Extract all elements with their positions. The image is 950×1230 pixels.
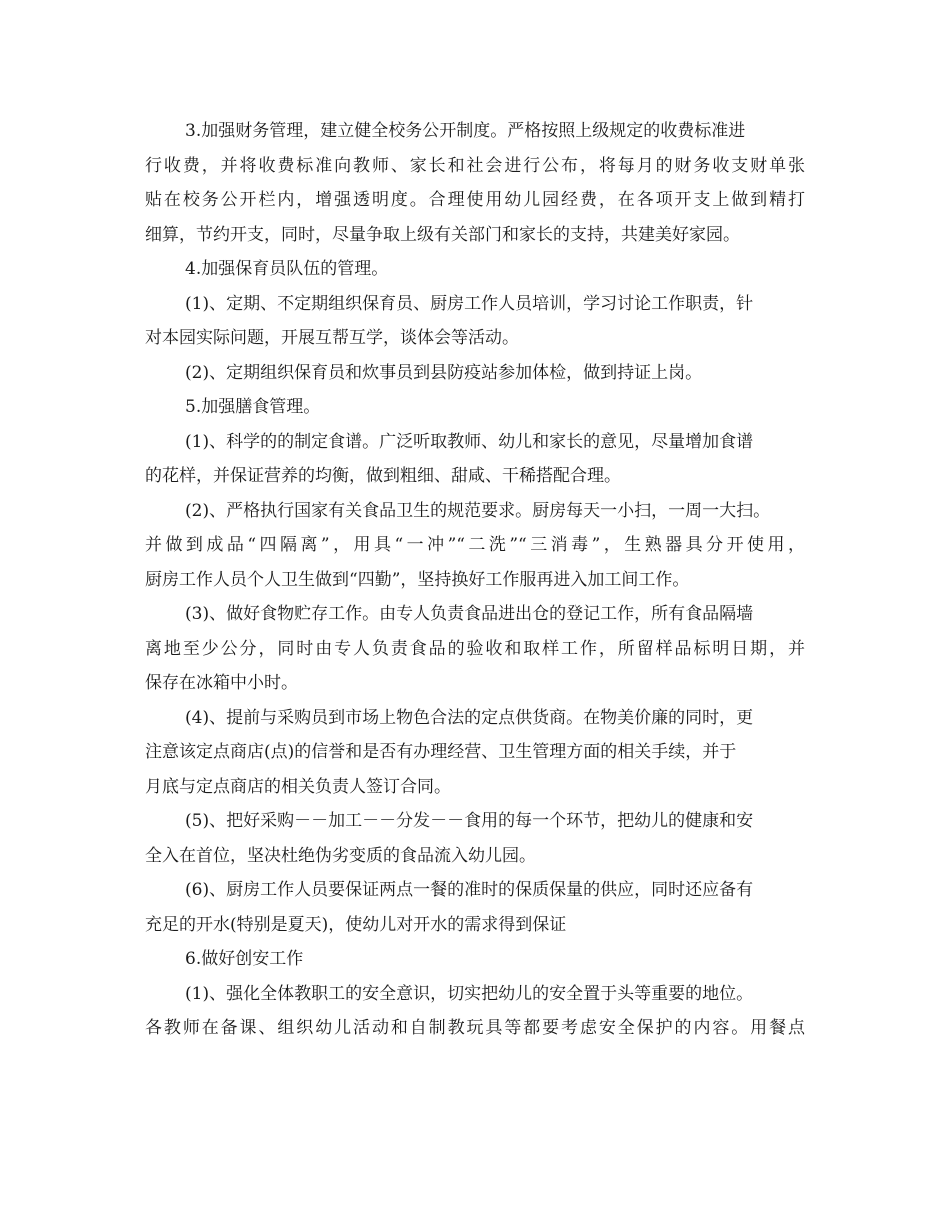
text-line: 并做到成品“四隔离”，用具“一冲”“二洗”“三消毒”，生熟器具分开使用， [145, 535, 805, 555]
text-line: 充足的开水(特别是夏天)，使幼儿对开水的需求得到保证 [145, 914, 567, 935]
text-line: (6)、厨房工作人员要保证两点一餐的准时的保质保量的供应，同时还应备有 [185, 880, 754, 900]
text-line: 各教师在备课、组织幼儿活动和自制教玩具等都要考虑安全保护的内容。用餐点 [145, 1018, 805, 1038]
text-line: 对本园实际问题，开展互帮互学，谈体会等活动。 [145, 328, 519, 348]
text-line: 保存在冰箱中小时。 [145, 673, 298, 693]
text-line: 月底与定点商店的相关负责人签订合同。 [145, 776, 451, 797]
section-heading: 6.做好创安工作 [185, 949, 304, 969]
text-line: 厨房工作人员个人卫生做到“四勤”，坚持换好工作服再进入加工间工作。 [145, 569, 690, 590]
text-line: 行收费，并将收费标准向教师、家长和社会进行公布，将每月的财务收支财单张 [145, 155, 805, 176]
text-line: 的花样，并保证营养的均衡，做到粗细、甜咸、干稀搭配合理。 [145, 466, 621, 486]
text-line: (4)、提前与采购员到市场上物色合法的定点供货商。在物美价廉的同时，更 [185, 707, 754, 728]
text-line: (2)、定期组织保育员和炊事员到县防疫站参加体检，做到持证上岗。 [185, 362, 703, 383]
text-line: 离地至少公分，同时由专人负责食品的验收和取样工作，所留样品标明日期，并 [145, 638, 805, 659]
text-line: 注意该定点商店(点)的信誉和是否有办理经营、卫生管理方面的相关手续，并于 [145, 742, 737, 762]
text-line: (5)、把好采购－－加工－－分发－－食用的每一个环节，把幼儿的健康和安 [185, 811, 754, 831]
text-line: 贴在校务公开栏内，增强透明度。合理使用幼儿园经费，在各项开支上做到精打 [145, 190, 805, 210]
text-line: (1)、强化全体教职工的安全意识，切实把幼儿的安全置于头等重要的地位。 [185, 983, 754, 1004]
text-line: (3)、做好食物贮存工作。由专人负责食品进出仓的登记工作，所有食品隔墙 [185, 604, 754, 624]
section-heading: 4.加强保育员队伍的管理。 [185, 259, 389, 279]
text-line: (1)、科学的的制定食谱。广泛听取教师、幼儿和家长的意见，尽量增加食谱 [185, 431, 754, 452]
text-line: 细算，节约开支，同时，尽量争取上级有关部门和家长的支持，共建美好家园。 [145, 224, 740, 245]
text-line: 3.加强财务管理，建立健全校务公开制度。严格按照上级规定的收费标准进 [185, 121, 746, 141]
section-heading: 5.加强膳食管理。 [185, 397, 321, 417]
text-line: (2)、严格执行国家有关食品卫生的规范要求。厨房每天一小扫，一周一大扫。 [185, 500, 771, 521]
text-line: 全入在首位，坚决杜绝伪劣变质的食品流入幼儿园。 [145, 845, 536, 866]
text-line: (1)、定期、不定期组织保育员、厨房工作人员培训，学习讨论工作职责，针 [185, 293, 754, 314]
